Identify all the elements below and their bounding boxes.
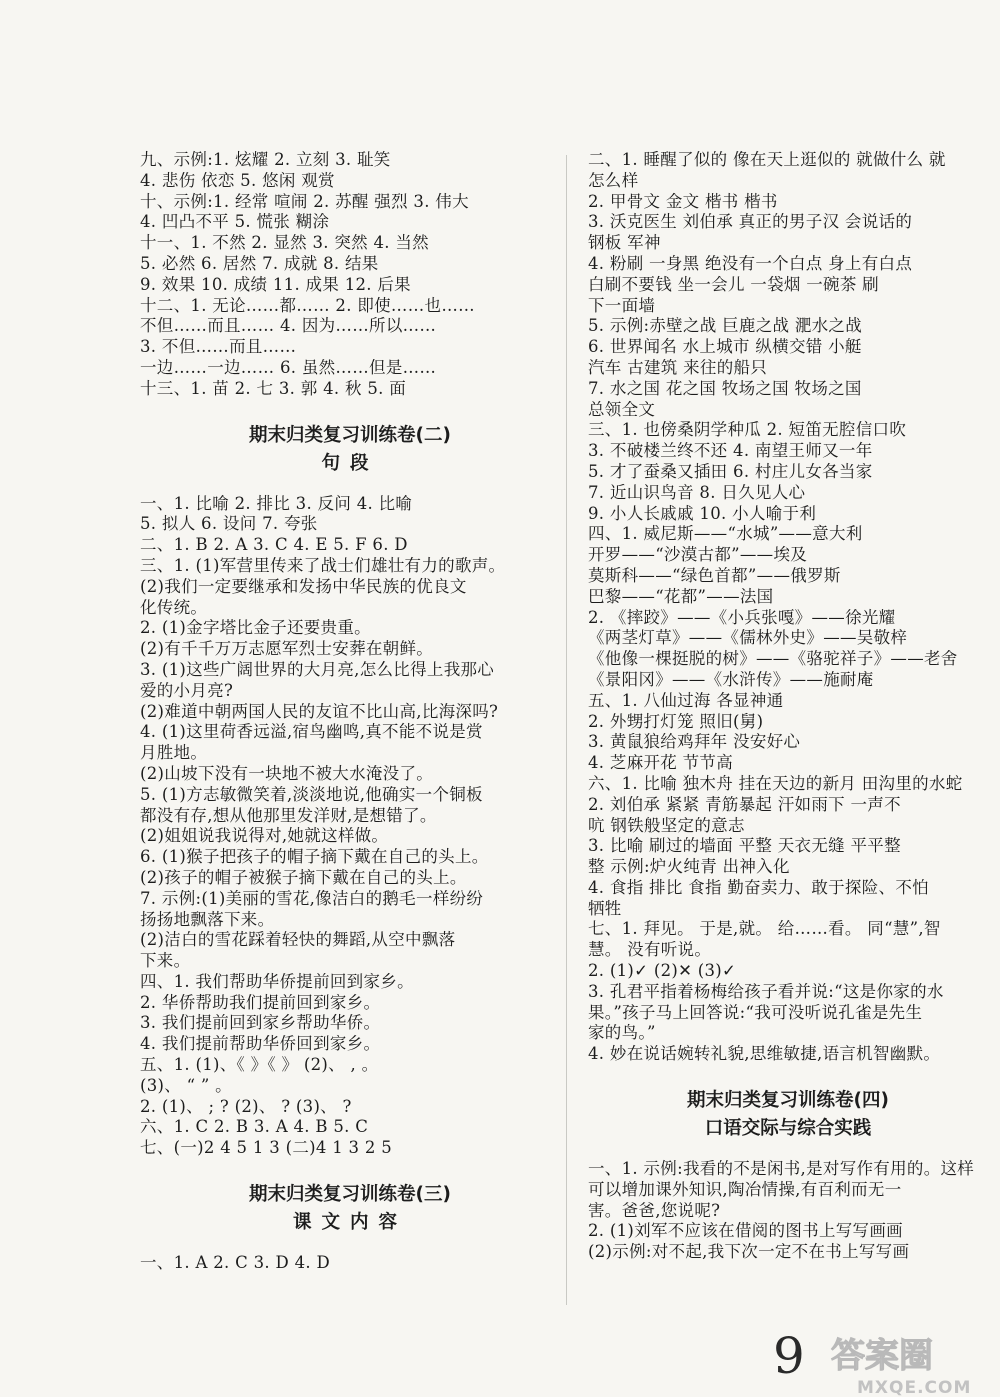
right-column xyxy=(588,150,988,1263)
answer-line: 一、1. 示例:我看的不是闲书,是对写作有用的。这样 xyxy=(588,1159,975,1179)
answer-line: 3. 不但……而且…… xyxy=(140,337,297,357)
answer-line: 家的鸟。” xyxy=(588,1023,656,1043)
answer-line: 七、1. 拜见。 于是,就。 给……看。 同“慧”,智 xyxy=(588,919,941,939)
answer-line: 钢板 军神 xyxy=(588,233,661,253)
answer-line: 四、1. 我们帮助华侨提前回到家乡。 xyxy=(140,971,414,991)
answer-line: 4. 我们提前帮助华侨回到家乡。 xyxy=(140,1034,381,1054)
answer-line: 《景阳冈》——《水浒传》——施耐庵 xyxy=(588,669,874,689)
answer-line: (2)我们一定要继承和发扬中华民族的优良文 xyxy=(140,576,467,596)
answer-line: 4. 食指 排比 食指 勤奋卖力、敢于探险、不怕 xyxy=(588,877,929,897)
answer-line: 二、1. 睡醒了似的 像在天上逛似的 就做什么 就 xyxy=(588,150,946,169)
answer-line: 六、1. 比喻 独木舟 挂在天边的新月 田沟里的水蛇 xyxy=(588,773,963,793)
answer-line: 十三、1. 苗 2. 七 3. 郭 4. 秋 5. 面 xyxy=(140,378,407,398)
watermark-logo xyxy=(825,1333,1000,1397)
answer-line: 汽车 古建筑 来往的船只 xyxy=(588,357,768,377)
answer-line: 2. (1)金字塔比金子还要贵重。 xyxy=(140,618,371,638)
answer-line: 7. 示例:(1)美丽的雪花,像洁白的鹅毛一样纷纷 xyxy=(140,888,484,908)
answer-line: (3)、 “ ” 。 xyxy=(140,1075,232,1095)
answer-line: 2. 华侨帮助我们提前回到家乡。 xyxy=(140,992,381,1012)
answer-line: 4. 妙在说话婉转礼貌,思维敏捷,语言机智幽默。 xyxy=(588,1044,941,1064)
answer-line: 5. (1)方志敏微笑着,淡淡地说,他确实一个铜板 xyxy=(140,784,483,804)
answer-line: 3. 我们提前回到家乡帮助华侨。 xyxy=(140,1013,381,1033)
answers-block-oral-communication xyxy=(588,1159,988,1263)
answer-line: 整 示例:炉火纯青 出神入化 xyxy=(588,857,790,877)
answer-line: 3. (1)这些广阔世界的大月亮,怎么比得上我那心 xyxy=(140,659,495,679)
answer-line: 5. 才了蚕桑又插田 6. 村庄儿女各当家 xyxy=(588,461,873,481)
answer-line: 怎么样 xyxy=(588,170,639,190)
answer-line: 总领全文 xyxy=(588,399,656,419)
answer-line: 爱的小月亮? xyxy=(140,680,234,700)
section-subtitle-2: 句段 xyxy=(321,452,379,474)
answer-line: (2)姐姐说我说得对,她就这样做。 xyxy=(140,826,389,846)
page-number: 9 xyxy=(773,1327,805,1385)
answer-line: 7. 近山识鸟音 8. 日久见人心 xyxy=(588,482,806,502)
answer-line: 白刷不要钱 坐一会儿 一袋烟 一碗茶 刷 xyxy=(588,274,879,294)
answer-line: 一边……一边…… 6. 虽然……但是…… xyxy=(140,357,437,377)
answer-line: 下来。 xyxy=(140,951,191,971)
answer-line: 九、示例:1. 炫耀 2. 立刻 3. 耻笑 xyxy=(140,150,391,169)
answer-line: 二、1. B 2. A 3. C 4. E 5. F 6. D xyxy=(140,535,408,555)
section-title-4: 期末归类复习训练卷(四) xyxy=(687,1090,889,1112)
answer-line: 2. 刘伯承 紧紧 青筋暴起 汗如雨下 一声不 xyxy=(588,794,901,814)
answer-line: 化传统。 xyxy=(140,597,208,617)
answer-line: 3. 孔君平指着杨梅给孩子看并说:“这是你家的水 xyxy=(588,981,944,1001)
answer-line: 慧。 没有听说。 xyxy=(588,940,712,960)
answer-line: 5. 示例:赤壁之战 巨鹿之战 淝水之战 xyxy=(588,316,863,336)
answer-line: 果。”孩子马上回答说:“我可没听说孔雀是先生 xyxy=(588,1002,923,1022)
answer-line: 3. 黄鼠狼给鸡拜年 没安好心 xyxy=(588,732,801,752)
answer-line: (2)有千千万万志愿军烈士安葬在朝鲜。 xyxy=(140,639,434,659)
left-column xyxy=(140,150,560,1274)
answer-line: 害。爸爸,您说呢? xyxy=(588,1200,721,1220)
answers-block-vocab xyxy=(140,150,560,400)
answer-line: 3. 不破楼兰终不还 4. 南望王师又一年 xyxy=(588,441,873,461)
answer-line: 五、1. (1)、《 》《 》 (2)、 , 。 xyxy=(140,1055,379,1075)
answer-line: 开罗——“沙漠古都”——埃及 xyxy=(588,545,808,565)
answers-block-text-content-cont xyxy=(588,150,988,1065)
watermark-text: 答案圈 xyxy=(831,1336,933,1376)
answer-line: 2. 甲骨文 金文 楷书 楷书 xyxy=(588,191,778,211)
answer-line: 6. 世界闻名 水上城市 纵横交错 小艇 xyxy=(588,337,862,357)
answer-line: 五、1. 八仙过海 各显神通 xyxy=(588,690,784,710)
answer-line: (2)难道中朝两国人民的友谊不比山高,比海深吗? xyxy=(140,701,499,721)
answer-line: 2. (1)✓ (2)✕ (3)✓ xyxy=(588,961,737,981)
answers-block-sentences xyxy=(140,494,560,1160)
answer-line: 四、1. 威尼斯——“水城”——意大利 xyxy=(588,524,863,544)
answer-line: 不但……而且…… 4. 因为……所以…… xyxy=(140,316,437,336)
answer-line: 7. 水之国 花之国 牧场之国 牧场之国 xyxy=(588,378,862,398)
answers-block-text-content xyxy=(140,1253,560,1274)
answer-line: 都没有存,想从他那里发洋财,是想错了。 xyxy=(140,805,437,825)
section-subtitle-3: 课文内容 xyxy=(292,1212,407,1234)
answer-line: 三、1. (1)军营里传来了战士们雄壮有力的歌声。 xyxy=(140,555,506,575)
answer-line: 4. (1)这里荷香远溢,宿鸟幽鸣,真不能不说是赏 xyxy=(140,722,483,742)
answer-line: 七、(一)2 4 5 1 3 (二)4 1 3 2 5 xyxy=(140,1138,393,1158)
answer-line: 《他像一棵挺脱的树》——《骆驼祥子》——老舍 xyxy=(588,649,958,669)
answer-line: 牺牲 xyxy=(588,898,622,918)
answer-line: 十、示例:1. 经常 喧闹 2. 苏醒 强烈 3. 伟大 xyxy=(140,191,469,211)
column-divider xyxy=(566,155,567,1305)
answer-line: 巴黎——“花都”——法国 xyxy=(588,586,774,606)
answer-line: 2. 外甥打灯笼 照旧(舅) xyxy=(588,711,764,731)
answer-line: 5. 拟人 6. 设问 7. 夸张 xyxy=(140,514,318,534)
section-subtitle-4: 口语交际与综合实践 xyxy=(704,1118,872,1140)
section-title-2: 期末归类复习训练卷(二) xyxy=(249,424,451,446)
answer-line: 莫斯科——“绿色首都”——俄罗斯 xyxy=(588,565,841,585)
answer-line: 5. 必然 6. 居然 7. 成就 8. 结果 xyxy=(140,253,379,273)
answer-line: 3. 沃克医生 刘伯承 真正的男子汉 会说话的 xyxy=(588,212,913,232)
answer-line: 4. 芝麻开花 节节高 xyxy=(588,753,734,773)
answer-line: 4. 粉刷 一身黑 绝没有一个白点 身上有白点 xyxy=(588,253,913,273)
answer-line: 可以增加课外知识,陶冶情操,有百利而无一 xyxy=(588,1179,902,1199)
answer-line: 2. 《摔跤》——《小兵张嘎》——徐光耀 xyxy=(588,607,896,627)
answer-line: 2. (1)刘军不应该在借阅的图书上写写画画 xyxy=(588,1221,903,1241)
answer-line: 吭 钢铁般坚定的意志 xyxy=(588,815,745,835)
answer-line: 六、1. C 2. B 3. A 4. B 5. C xyxy=(140,1117,369,1137)
answer-line: (2)孩子的帽子被猴子摘下戴在自己的头上。 xyxy=(140,867,467,887)
section-title-3: 期末归类复习训练卷(三) xyxy=(249,1184,451,1206)
answer-line: 4. 悲伤 依恋 5. 悠闲 观赏 xyxy=(140,170,335,190)
answer-line: 三、1. 也傍桑阴学种瓜 2. 短笛无腔信口吹 xyxy=(588,420,907,440)
answer-line: (2)山坡下没有一块地不被大水淹没了。 xyxy=(140,763,434,783)
answer-line: (2)洁白的雪花踩着轻快的舞蹈,从空中飘落 xyxy=(140,930,456,950)
answer-line: 9. 小人长戚戚 10. 小人喻于利 xyxy=(588,503,817,523)
answer-line: 下一面墙 xyxy=(588,295,656,315)
answer-line: (2)示例:对不起,我下次一定不在书上写写画 xyxy=(588,1242,910,1262)
answer-line: 十一、1. 不然 2. 显然 3. 突然 4. 当然 xyxy=(140,233,429,253)
watermark-url: MXQE.COM xyxy=(857,1378,972,1397)
answer-line: 一、1. 比喻 2. 排比 3. 反问 4. 比喻 xyxy=(140,493,413,513)
answer-line: 2. (1)、 ; ? (2)、 ? (3)、 ? xyxy=(140,1096,352,1116)
answer-line: 4. 凹凸不平 5. 慌张 糊涂 xyxy=(140,212,330,232)
answer-line: 3. 比喻 刷过的墙面 平整 天衣无缝 平平整 xyxy=(588,836,901,856)
answer-line: 9. 效果 10. 成绩 11. 成果 12. 后果 xyxy=(140,274,411,294)
answer-line: 6. (1)猴子把孩子的帽子摘下戴在自己的头上。 xyxy=(140,847,489,867)
answer-line: 一、1. A 2. C 3. D 4. D xyxy=(140,1253,330,1273)
answer-line: 扬扬地飘落下来。 xyxy=(140,909,275,929)
answer-line: 《两茎灯草》——《儒林外史》——吴敬梓 xyxy=(588,628,908,648)
answer-line: 月胜地。 xyxy=(140,743,208,763)
answer-line: 十二、1. 无论……都…… 2. 即使……也…… xyxy=(140,295,475,315)
